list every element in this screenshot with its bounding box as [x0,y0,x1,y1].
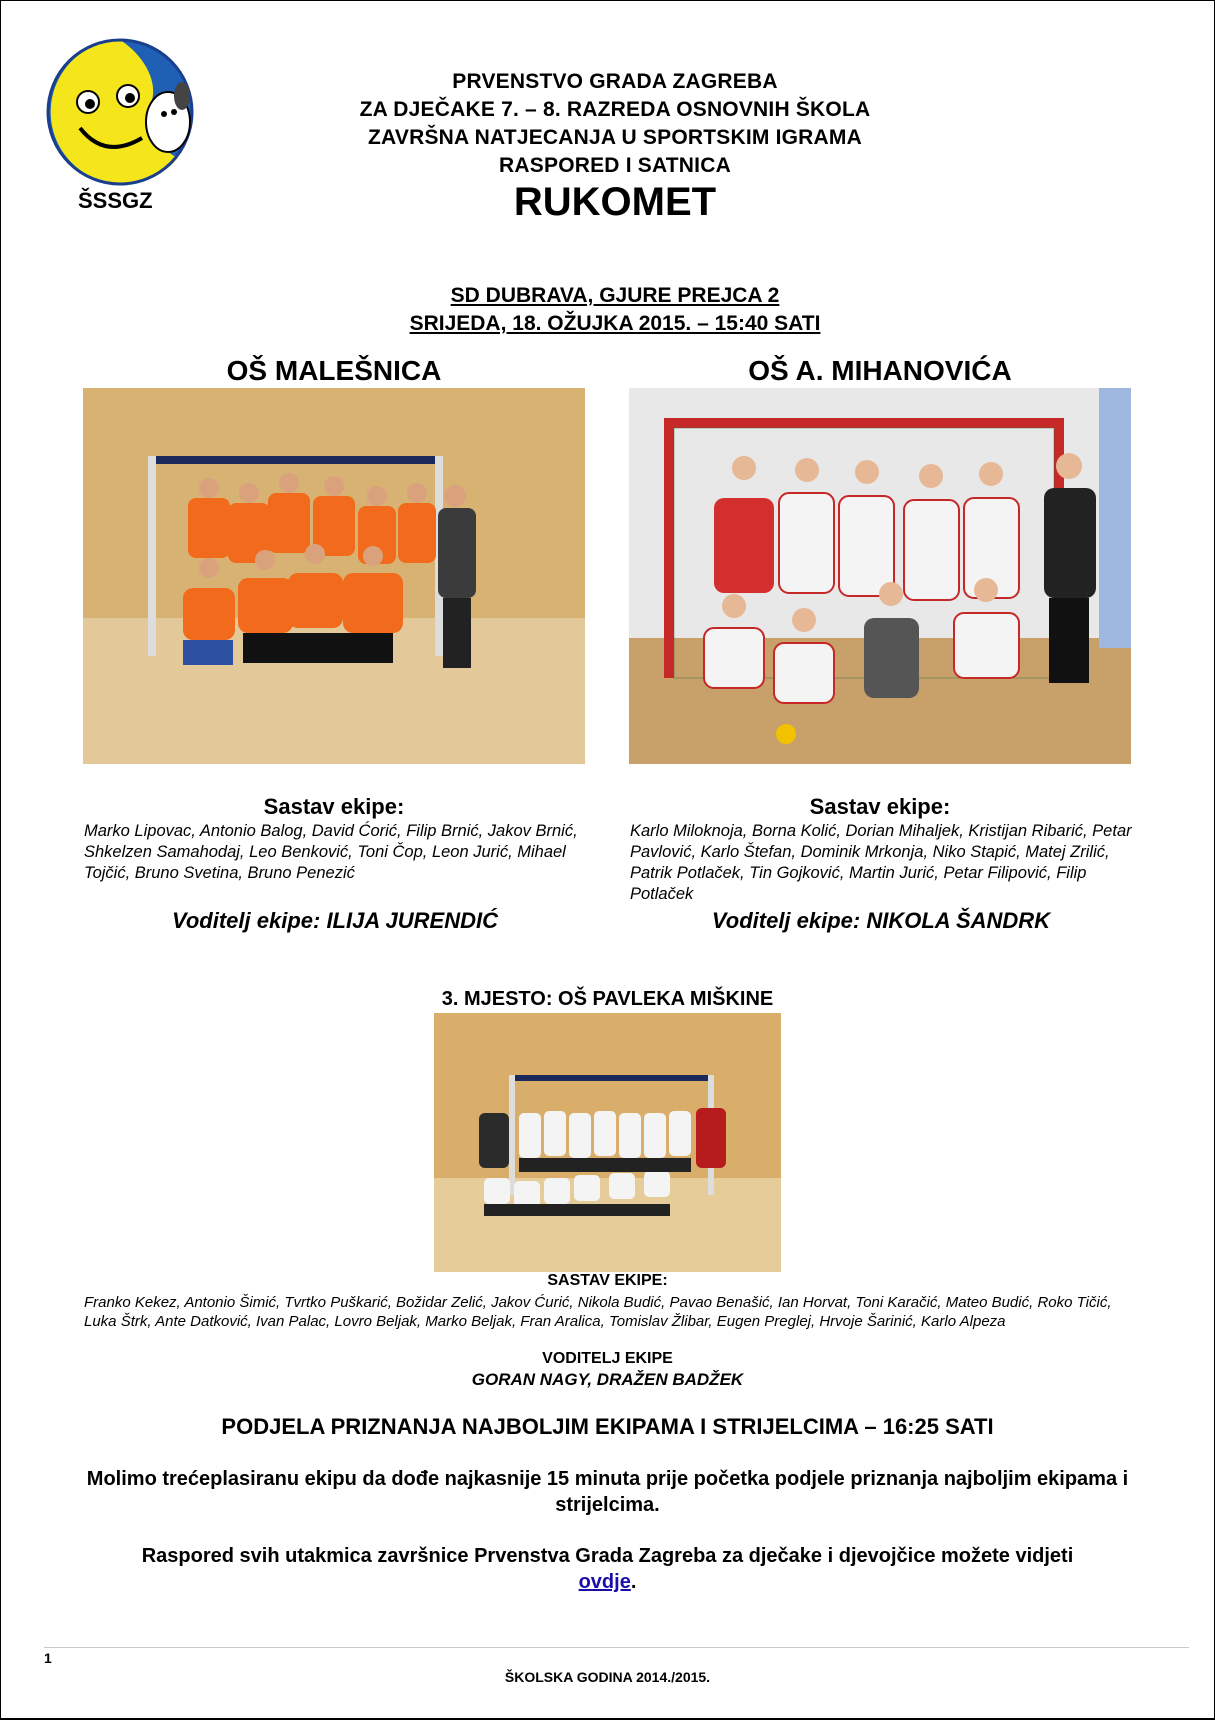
third-place-coach: GORAN NAGY, DRAŽEN BADŽEK [471,1370,744,1389]
team-1-photo [83,388,585,764]
page-number: 1 [44,1650,52,1666]
header-line-3: ZAVRŠNA NATJECANJA U SPORTSKIM IGRAMA [368,126,862,149]
third-place-roster: Franko Kekez, Antonio Šimić, Tvrtko Puškarić, Božidar Zelić, Jakov Ćurić, Nikola Budić, Pavao Benašić, Ian Horvat, Toni Karačić, Mateo Budić, Roko Tičić, Luka Štrk, Ante Datković, Ivan Palac, Lovro Beljak, Marko Beljak, Fran Aralica, Tomislav Žlibar, Eugen Preglej, Hrvoje Šarinić, Karlo Alpeza [84,1294,1112,1330]
schedule-note [70,1543,1145,1595]
document-header [270,68,960,224]
logo-text: ŠSSGZ [78,188,153,213]
team-1-name: OŠ MALEŠNICA [226,355,442,386]
team-1-roster-label: Sastav ekipe: [263,794,405,819]
schedule-text: Raspored svih utakmica završnice Prvenstva Grada Zagreba za dječake i djevojčice možete vidjeti [141,1545,1074,1567]
team-1-coach: Voditelj ekipe: ILIJA JURENDIĆ [172,908,498,933]
header-line-2: ZA DJEČAKE 7. – 8. RAZREDA OSNOVNIH ŠKOLA [359,98,871,121]
third-place-roster-label: SASTAV EKIPE: [547,1272,668,1289]
sssgz-logo [40,30,200,220]
header-line-1: PRVENSTVO GRADA ZAGREBA [452,70,778,93]
third-place-title: 3. MJESTO: OŠ PAVLEKA MIŠKINE [441,988,774,1010]
venue-block [270,282,960,338]
school-year: ŠKOLSKA GODINA 2014./2015. [504,1669,711,1685]
team-2-roster-label: Sastav ekipe: [809,794,951,819]
team-2-name: OŠ A. MIHANOVIĆA [748,355,1012,386]
venue-place: SD DUBRAVA, GJURE PREJCA 2 [450,284,780,307]
third-place-photo [434,1013,781,1272]
schedule-end: . [630,1571,637,1593]
venue-datetime: SRIJEDA, 18. OŽUJKA 2015. – 15:40 SATI [409,312,821,335]
team-2-roster: Karlo Miloknoja, Borna Kolić, Dorian Mihaljek, Kristijan Ribarić, Petar Pavlović, Karlo Štefan, Dominik Mrkonja, Niko Stapić, Matej Zrilić, Patrik Potlaček, Tin Gojković, Martin Jurić, Petar Filipović, Filip Potlaček [630,822,1132,903]
awards-announcement: PODJELA PRIZNANJA NAJBOLJIM EKIPAMA I STRIJELCIMA – 16:25 SATI [221,1414,994,1439]
team-1-roster: Marko Lipovac, Antonio Balog, David Ćorić, Filip Brnić, Jakov Brnić, Shkelzen Samahodaj, Leo Benković, Toni Čop, Leon Jurić, Mihael Tojčić, Bruno Svetina, Bruno Penezić [84,822,578,882]
team-2-photo [629,388,1131,764]
arrival-notice: Molimo trećeplasiranu ekipu da dođe najkasnije 15 minuta prije početka podjele priznanja najboljim ekipama i strijelcima. [86,1468,1129,1516]
header-line-4: RASPORED I SATNICA [499,154,731,177]
footer-divider [44,1647,1189,1648]
third-place-coach-label: VODITELJ EKIPE [542,1350,673,1367]
sport-title: RUKOMET [513,180,717,224]
team-2-coach: Voditelj ekipe: NIKOLA ŠANDRK [711,908,1051,933]
schedule-link[interactable]: ovdje [578,1571,631,1593]
